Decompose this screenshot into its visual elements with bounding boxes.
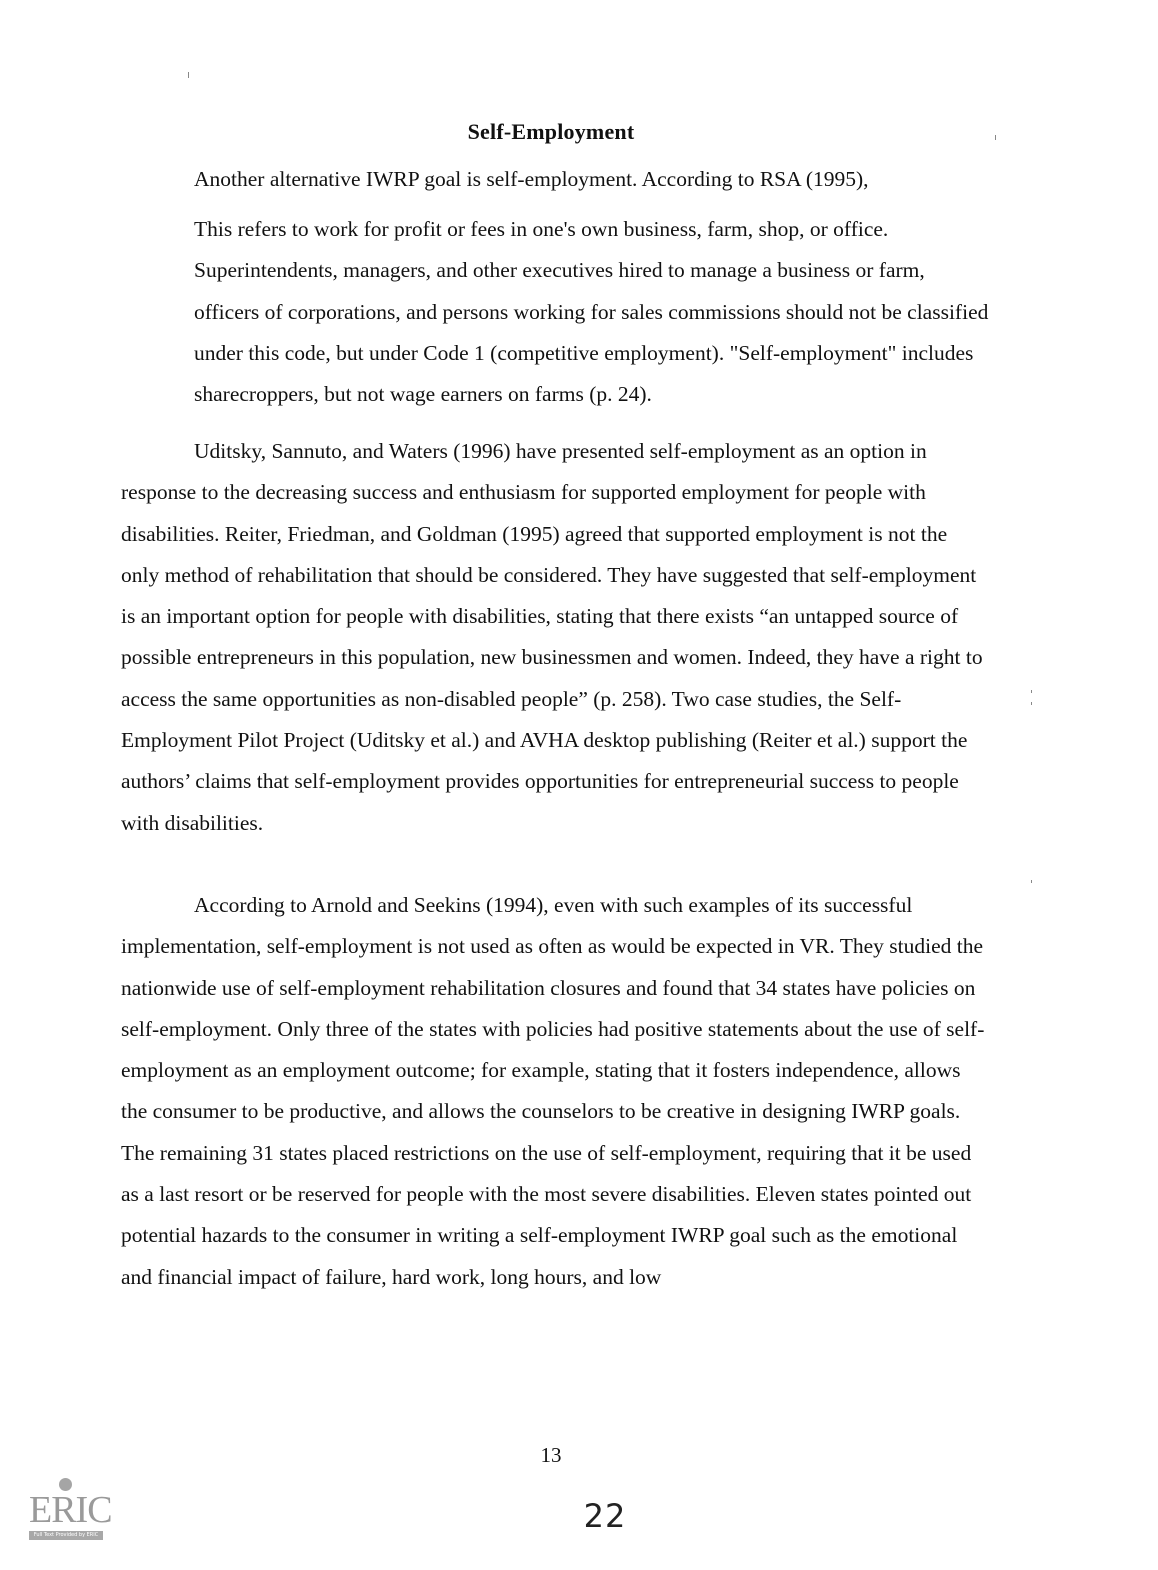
scan-speck [188,72,189,78]
block-quote: This refers to work for profit or fees in one's own business, farm, shop, or office. Superintendents, managers, and other executives hired to manage a business or farm, officers of corporations, and persons working for sales commissions should not be classified under this code, but under Code 1 (competitive employment). "Self-employment" includes sharecroppers, but not wage earners on farms (p. 24). [194,217,989,407]
logo-subtext: Full Text Provided by ERIC [29,1531,103,1540]
scan-speck [1031,880,1032,883]
logo-text: ERIC [29,1489,112,1531]
scan-speck [995,135,996,140]
scan-speck [1031,702,1032,705]
page-number: 13 [540,1443,562,1467]
fiche-page-number: 22 [583,1497,627,1535]
scan-speck [1031,690,1032,693]
intro-paragraph: Another alternative IWRP goal is self-employment. According to RSA (1995), [194,167,869,191]
eric-logo [29,1478,112,1540]
body-paragraph: According to Arnold and Seekins (1994), even with such examples of its successful implementation, self-employment is not used as often as would be expected in VR. They studied the nationwide use of self-employment rehabilitation closures and found that 34 states have policies on self-employment. Only three of the states with policies had positive statements about the use of self-employment as an employment outcome; for example, stating that it fosters independence, allows the consumer to be productive, and allows the counselors to be creative in designing IWRP goals. The remaining 31 states placed restrictions on the use of self-employment, requiring that it be used as a last resort or be reserved for people with the most severe disabilities. Eleven states pointed out potential hazards to the consumer in writing a self-employment IWRP goal such as the emotional and financial impact of failure, hard work, long hours, and low [121,893,985,1289]
body-paragraph: Uditsky, Sannuto, and Waters (1996) have presented self-employment as an option in response to the decreasing success and enthusiasm for supported employment for people with disabilities. Reiter, Friedman, and Goldman (1995) agreed that supported employment is not the only method of rehabilitation that should be considered. They have suggested that self-employment is an important option for people with disabilities, stating that there exists “an untapped source of possible entrepreneurs in this population, new businessmen and women. Indeed, they have a right to access the same opportunities as non-disabled people” (p. 258). Two case studies, the Self-Employment Pilot Project (Uditsky et al.) and AVHA desktop publishing (Reiter et al.) support the authors’ claims that self-employment provides opportunities for entrepreneurial success to people with disabilities. [121,439,983,835]
section-heading: Self-Employment [467,119,635,144]
